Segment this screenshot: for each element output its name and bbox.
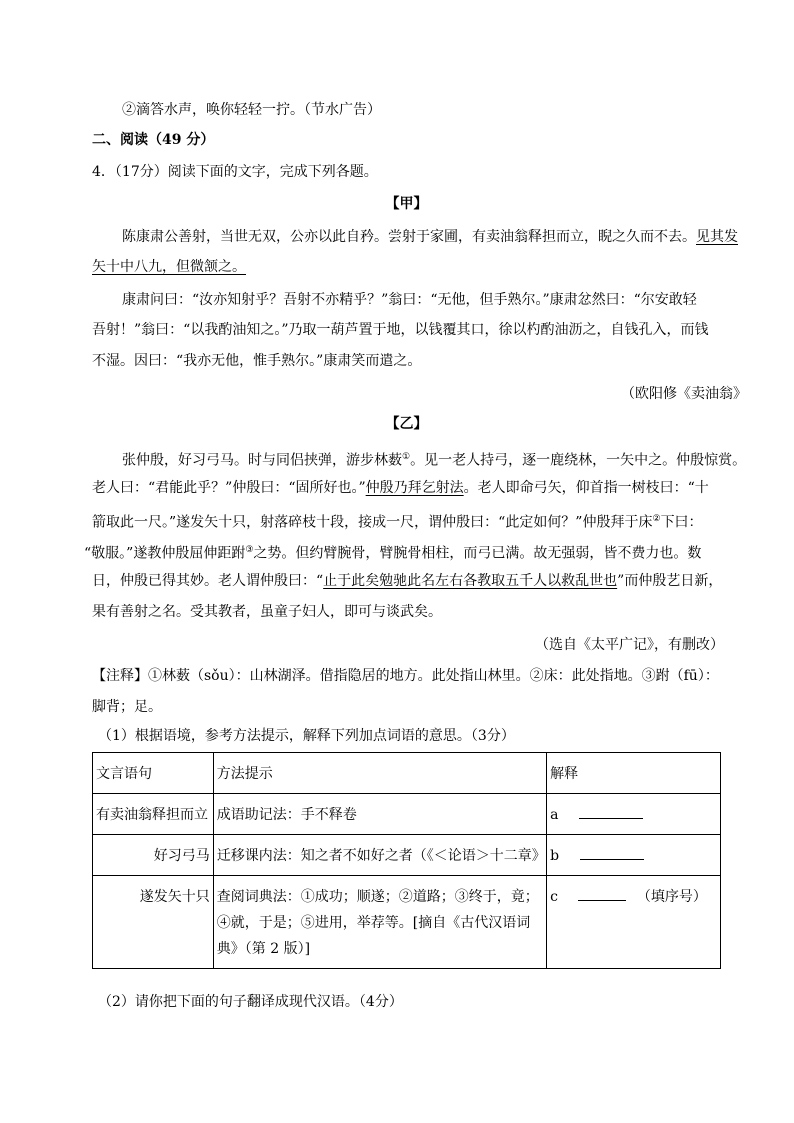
answer-label: a: [550, 807, 559, 823]
passage-jia-line: 康肃问曰：“汝亦知射乎？吾射不亦精乎？”翁曰：“无他，但手熟尔。”康肃忿然曰：“尔安敢轻: [122, 292, 697, 308]
passage-jia-line: [92, 257, 246, 277]
passage-jia-line: 不湿。因曰：“我亦无他，惟手熟尔。”康肃笑而遣之。: [92, 353, 422, 369]
sub-question-1: （1）根据语境，参考方法提示，解释下列加点词语的意思。（3分）: [98, 728, 515, 744]
table-header-row: [93, 753, 721, 794]
passage-yi-line: [122, 447, 746, 471]
note-marker: ①: [402, 452, 411, 462]
table-cell-hint: 成语助记法：手不释卷: [213, 794, 546, 835]
question-4-prompt: 4．（17分）阅读下面的文字，完成下列各题。: [92, 164, 378, 180]
answer-label: c: [550, 889, 558, 905]
table-header: 文言语句: [93, 753, 214, 794]
table-header: 方法提示: [213, 753, 546, 794]
underlined-sentence: 见其发: [696, 229, 738, 245]
table-row: [93, 794, 721, 835]
passage-yi-line: 果有善射之名。受其教者，虽童子妇人，即可与谈武矣。: [92, 604, 442, 620]
answer-label: b: [550, 848, 560, 864]
prev-item-2: ②滴答水声，唤你轻轻一拧。（节水广告）: [122, 102, 381, 118]
table-cell-answer: [547, 835, 721, 876]
table-cell-answer: [547, 794, 721, 835]
section-heading: 二、阅读（49 分）: [92, 132, 215, 148]
underlined-sentence: 止于此矣勉驰此名左右各教取五千人以救乱世也: [323, 573, 618, 589]
table-cell-answer: [547, 876, 721, 969]
table-cell-sentence: 遂发矢十只: [93, 876, 214, 969]
passage-text: “敬服。”遂教仲殷屈伸距跗: [84, 545, 246, 562]
passage-text: 之势。但约臂腕骨，臂腕骨相柱，而弓已满。故无强弱，皆不费力也。数: [253, 545, 702, 562]
passage-text: 日，仲殷已得其妙。老人谓仲殷曰：“: [92, 573, 324, 589]
table-header: 解释: [547, 753, 721, 794]
answer-blank[interactable]: [579, 804, 643, 819]
note-marker: ③: [245, 545, 254, 555]
passage-jia-source: （欧阳修《卖油翁》: [621, 386, 747, 402]
passage-yi-line: [92, 478, 709, 498]
passage-jia-line: 吾射！”翁曰：“以我酌油知之。”乃取一葫芦置于地，以钱覆其口，徐以杓酌油沥之，自钱孔入，而钱: [92, 322, 709, 338]
underlined-sentence: 矢十中八九，但微颔之。: [92, 259, 246, 275]
passage-jia-title: 【甲】: [385, 196, 428, 212]
passage-text: 张仲殷，好习弓马。时与同侣挟弹，游步林薮: [122, 452, 402, 469]
explanation-table: [92, 752, 721, 969]
passage-text: 。见一老人持弓，逐一鹿绕林，一矢中之。仲殷惊赏。: [410, 452, 747, 469]
passage-yi-line: [92, 509, 703, 533]
table-cell-hint: 迁移课内法：知之者不如好之者（《＜论语＞十二章》: [213, 835, 546, 876]
passage-yi-title: 【乙】: [385, 416, 428, 432]
table-cell-hint: 查阅词典法：①成功；顺遂；②道路；③终于，竟；④就，于是；⑤进用，举荐等。[摘自《古代汉语词典》（第 2 版）]: [213, 876, 546, 969]
table-cell-sentence: 有卖油翁释担而立: [93, 794, 214, 835]
passage-yi-line: [92, 571, 722, 591]
passage-text: 老人曰：“君能此乎？”仲殷曰：“固所好也。”: [92, 480, 366, 496]
note-marker: ②: [652, 514, 661, 524]
underlined-sentence: 仲殷乃拜乞射法: [365, 480, 464, 496]
sub-question-2: （2）请你把下面的句子翻译成现代汉语。（4分）: [98, 994, 403, 1010]
passage-text: 箭取此一尺。”遂发矢十只，射落碎枝十段，接成一尺，谓仲殷曰：“此定如何？”仲殷拜于床: [92, 514, 653, 531]
answer-note: （填序号）: [636, 889, 707, 905]
passage-yi-source: （选自《太平广记》，有删改）: [535, 637, 724, 653]
annotation-line: 脚背；足。: [92, 699, 162, 715]
table-row: [93, 876, 721, 969]
passage-text: 下曰：: [660, 514, 703, 531]
passage-jia-line: [122, 227, 738, 247]
passage-yi-line: [84, 540, 701, 564]
answer-blank[interactable]: [580, 845, 644, 860]
table-cell-sentence: 好习弓马: [93, 835, 214, 876]
table-row: [93, 835, 721, 876]
passage-text: ”而仲殷艺日新，: [617, 573, 723, 589]
passage-text: 陈康肃公善射，当世无双，公亦以此自矜。尝射于家圃，有卖油翁释担而立，睨之久而不去。: [122, 229, 696, 245]
passage-text: 。老人即命弓矢，仰首指一树枝曰：“十: [463, 480, 709, 496]
answer-blank[interactable]: [578, 886, 626, 901]
annotation-line: 【注释】①林薮（sǒu）：山林湖泽。借指隐居的地方。此处指山林里。②床：此处指地。③跗（fū）：: [92, 668, 719, 684]
